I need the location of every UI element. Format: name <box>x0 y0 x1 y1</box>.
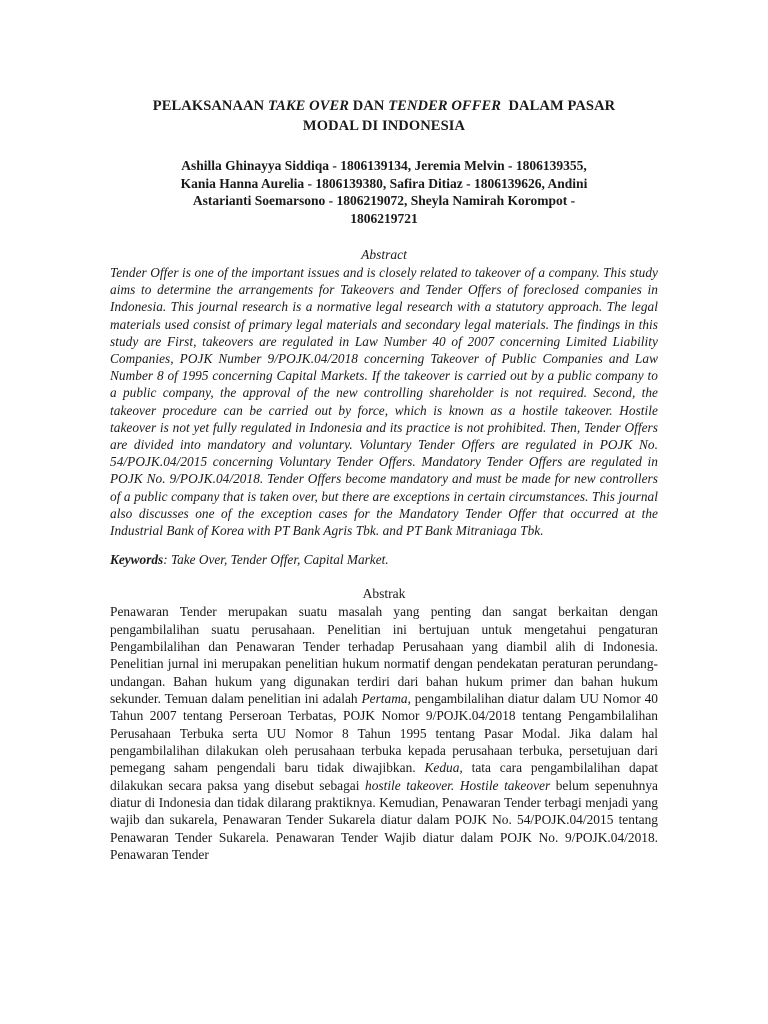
abstract-body: Tender Offer is one of the important issues and is closely related to takeover of a company. This study aims to determine the arrangements for Takeovers and Tender Offers of foreclosed companies in Indonesia. This journal research is a normative legal research with a statutory approach. The legal materials used consist of primary legal materials and secondary legal materials. The findings in this study are First, takeovers are regulated in Law Number 40 of 2007 concerning Limited Liability Companies, POJK Number 9/POJK.04/2018 concerning Takeover of Public Companies and Law Number 8 of 1995 concerning Capital Markets. If the takeover is carried out by a public company to a public company, the approval of the new controlling shareholder is not required. Second, the takeover procedure can be carried out by force, which is known as a hostile takeover. Hostile takeover is not yet fully regulated in Indonesia and its practice is not prohibited. Then, Tender Offers are divided into mandatory and voluntary. Voluntary Tender Offers are regulated in POJK No. 54/POJK.04/2015 concerning Voluntary Tender Offers. Mandatory Tender Offers are regulated in POJK No. 9/POJK.04/2018. Tender Offers become mandatory and must be made for new controllers of a public company that is taken over, but there are exceptions in certain circumstances. This journal also discusses one of the exception cases for the Mandatory Tender Offer that occurred at the Industrial Bank of Korea with PT Bank Agris Tbk. and PT Bank Mitraniaga Tbk. <box>110 265 658 539</box>
title-text: DALAM PASAR <box>501 98 616 114</box>
keywords-text: : Take Over, Tender Offer, Capital Market. <box>163 552 389 568</box>
title-take-over: TAKE OVER <box>267 98 350 114</box>
abstrak-text: tata cara pengambilalihan dapat dilakukan secara paksa yang disebut sebagai <box>110 760 658 793</box>
abstrak-heading: Abstrak <box>362 586 406 602</box>
paper-page <box>110 96 658 863</box>
abstrak-body <box>110 603 658 863</box>
author-line: Astarianti Soemarsono - 1806219072, Sheyla Namirah Korompot - <box>192 193 576 208</box>
paper-title <box>110 96 658 136</box>
author-line: Ashilla Ghinayya Siddiqa - 1806139134, Jeremia Melvin - 1806139355, <box>181 158 587 173</box>
abstrak-hostile-takeover: hostile takeover. Hostile takeover <box>365 777 551 793</box>
abstract-heading: Abstract <box>361 247 407 262</box>
keywords-label: Keywords <box>110 552 164 568</box>
abstrak-text: , pengambilalihan diatur dalam UU Nomor 40 Tahun 2007 tentang Perseroan Terbatas, POJK Nomor 9/POJK.04/2018 tentang Pengambilalihan Perusahaan Terbuka serta UU Nomor 8 Tahun 1995 tentang Pasar Modal. Jika dalam hal pengambilalihan dilakukan oleh perusahaan terbuka kepada perusahaan terbuka, persetujuan dari pemegang saham pengendali baru tidak diwajibkan. <box>110 690 658 776</box>
abstrak-kedua: Kedua, <box>424 760 463 776</box>
title-line-1 <box>110 96 658 116</box>
abstrak-text: belum sepenuhnya diatur di Indonesia dan tidak dilarang praktiknya. Kemudian, Penawaran Tender terbagi menjadi yang wajib dan sukarela, Penawaran Tender Sukarela diatur dalam POJK No. 54/POJK.04/2015 tentang Penawaran Tender Sukarela. Penawaran Tender Wajib diatur dalam POJK No. 9/POJK.04/2018. Penawaran Tender <box>110 777 658 863</box>
author-line: Kania Hanna Aurelia - 1806139380, Safira Ditiaz - 1806139626, Andini <box>180 175 588 191</box>
title-line-2: MODAL DI INDONESIA <box>302 118 466 134</box>
title-text: DAN <box>349 98 389 114</box>
abstrak-pertama: Pertama <box>361 690 408 706</box>
author-list <box>110 157 658 227</box>
abstrak-text: Penawaran Tender merupakan suatu masalah yang penting dan sangat berkaitan dengan pengambilalihan suatu perusahaan. Penelitian ini bertujuan untuk mengetahui pengaturan Pengambilalihan dan Penawaran Tender terhadap Perusahaan yang diambil alih di Indonesia. Penelitian jurnal ini merupakan penelitian hukum normatif dengan pendekatan peraturan perundang-undangan. Bahan hukum yang digunakan terdiri dari bahan hukum primer dan bahan hukum sekunder. Temuan dalam penelitian ini adalah <box>110 604 658 706</box>
keywords <box>110 551 658 569</box>
author-line: 1806219721 <box>350 210 418 226</box>
title-tender-offer: TENDER OFFER <box>388 98 502 114</box>
title-text: PELAKSANAAN <box>152 98 268 114</box>
